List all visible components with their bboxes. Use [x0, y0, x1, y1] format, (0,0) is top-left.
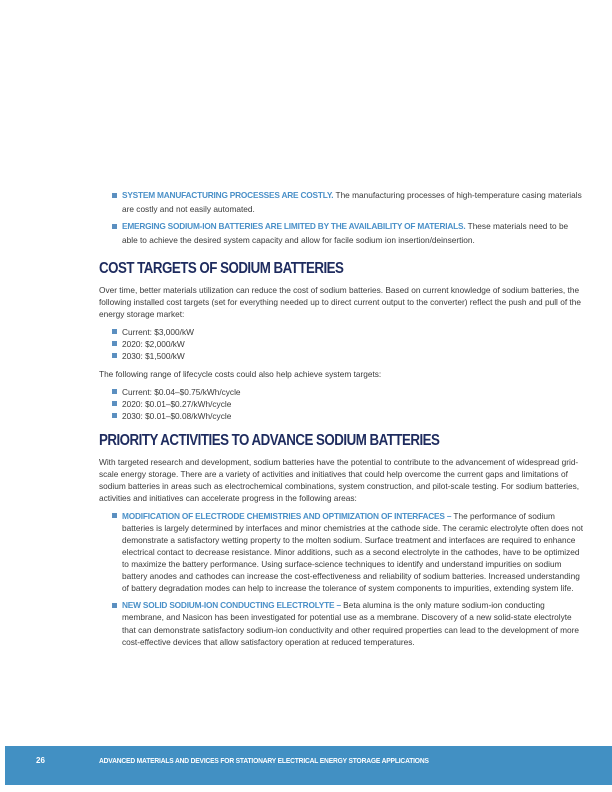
square-bullet-icon	[112, 329, 117, 334]
section-heading-priority-activities: PRIORITY ACTIVITIES TO ADVANCE SODIUM BATTERIES	[99, 431, 440, 449]
list-item	[99, 510, 585, 595]
list-item: 2030: $0.01–$0.08/kWh/cycle	[99, 410, 585, 422]
lifecycle-intro: The following range of lifecycle costs could also help achieve system targets:	[99, 368, 382, 379]
priority-activities-list	[99, 510, 585, 648]
page-footer	[5, 746, 612, 785]
cost-intro-paragraph: Over time, better materials utilization can reduce the cost of sodium batteries. Based on current knowledge of sodium batteries, the following installed cost targets (set for everything needed up to direct current output to the converter) reflect the push and pull of the energy storage market:	[99, 284, 581, 319]
list-item: 2020: $2,000/kW	[99, 338, 585, 350]
list-item	[99, 189, 585, 217]
square-bullet-icon	[112, 413, 117, 418]
square-bullet-icon	[112, 401, 117, 406]
section-heading-cost-targets: COST TARGETS OF SODIUM BATTERIES	[99, 259, 344, 277]
list-item	[99, 599, 585, 647]
page-content	[99, 189, 585, 648]
document-title: ADVANCED MATERIALS AND DEVICES FOR STATIONARY ELECTRICAL ENERGY STORAGE APPLICATIONS	[99, 756, 429, 765]
list-item: Current: $0.04–$0.75/kWh/cycle	[99, 386, 585, 398]
bullet-lead: MODIFICATION OF ELECTRODE CHEMISTRIES AND OPTIMIZATION OF INTERFACES –	[122, 510, 452, 521]
list-item: Current: $3,000/kW	[99, 326, 585, 338]
list-item	[99, 220, 585, 248]
installed-cost-targets-list	[99, 326, 585, 362]
square-bullet-icon	[112, 513, 117, 518]
square-bullet-icon	[112, 353, 117, 358]
square-bullet-icon	[112, 341, 117, 346]
square-bullet-icon	[112, 603, 117, 608]
bullet-text: The manufacturing processes of high-temperature casing materials are costly and not easily automated.	[122, 190, 582, 214]
priority-intro-paragraph: With targeted research and development, sodium batteries have the potential to contribute to the advancement of widespread grid-scale energy storage. There are a variety of activities and initiatives that could help overcome the current gaps and limitations of sodium batteries in areas such as electrochemical combinations, system construction, and pilot-scale testing. For sodium batteries, activities and initiatives can accelerate progress in the following areas:	[99, 456, 580, 503]
bullet-text: These materials need to be able to achieve the desired system capacity and allow for facile sodium ion insertion/deinsertion.	[122, 221, 569, 245]
bullet-lead: SYSTEM MANUFACTURING PROCESSES ARE COSTLY.	[122, 190, 334, 200]
square-bullet-icon	[112, 224, 117, 229]
bullet-text: The performance of sodium batteries is largely determined by interfaces and minor chemistries at the cathode side. The ceramic electrolyte often does not demonstrate a satisfactory wetting property to the molten sodium. Surface treatment and interfaces are required to enhance electrical contact to decrease resistance. Minor additions, such as a second electrolyte in the cathodes, have to be optimized to maximize the battery performance. Using surface-science techniques to identify and understand impurities on sodium battery anodes and cathodes can increase the cost-effectiveness and reliability of sodium batteries. Increased understanding of battery degradation modes can help to increase the tolerance of system components to impurities, extending system life.	[122, 510, 584, 594]
list-item: 2020: $0.01–$0.27/kWh/cycle	[99, 398, 585, 410]
constraints-list	[99, 189, 585, 248]
bullet-lead: EMERGING SODIUM-ION BATTERIES ARE LIMITED BY THE AVAILABILITY OF MATERIALS.	[122, 221, 466, 232]
square-bullet-icon	[112, 389, 117, 394]
list-item: 2030: $1,500/kW	[99, 350, 585, 362]
bullet-text: Beta alumina is the only mature sodium-ion conducting membrane, and Nasicon has been investigated for potential use as a membrane. Discovery of a new solid-state electrolyte that can demonstrate satisfactory sodium-ion conductivity and other required properties can lead to the development of more cost-effective devices that allow satisfactory operation at reduced temperatures.	[122, 600, 580, 647]
lifecycle-cost-list	[99, 386, 585, 422]
square-bullet-icon	[112, 193, 117, 198]
bullet-lead: NEW SOLID SODIUM-ION CONDUCTING ELECTROLYTE –	[122, 600, 341, 611]
page-number: 26	[36, 756, 45, 765]
